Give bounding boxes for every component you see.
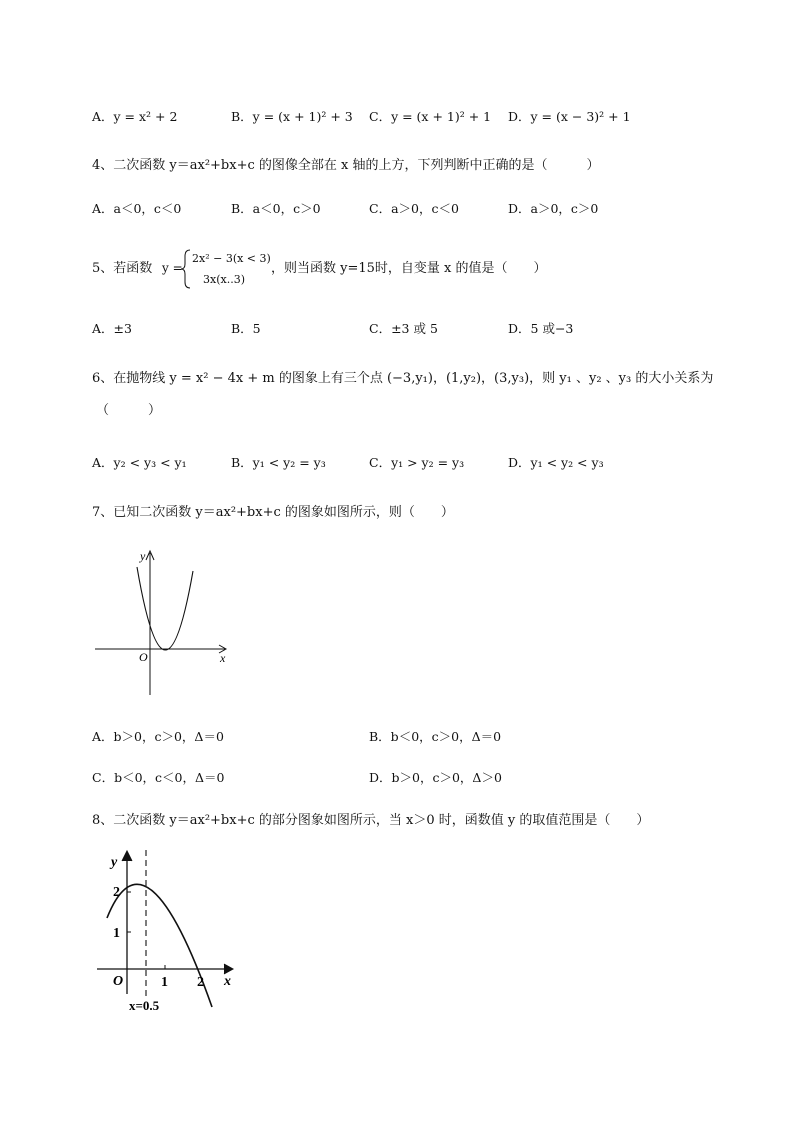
q5-brace xyxy=(180,248,192,290)
q8-parabola-figure xyxy=(93,848,243,1018)
q6-option-c: C．y₁ > y₂ = y₃ xyxy=(369,455,465,470)
q5-stem-before: 5、若函数 xyxy=(92,261,153,276)
q7-stem: 7、已知二次函数 y＝ax²+bx+c 的图象如图所示，则（ ） xyxy=(92,505,454,520)
q6-stem-line-2: （ ） xyxy=(96,403,162,418)
q4-option-a: A．a＜0，c＜0 xyxy=(92,201,182,216)
q7-option-c: C．b＜0，c＜0，Δ＝0 xyxy=(92,770,225,785)
q8-figure-y-label: y xyxy=(111,855,118,870)
q8-tick-y-1: 1 xyxy=(113,926,120,941)
q4-stem: 4、二次函数 y＝ax²+bx+c 的图像全部在 x 轴的上方，下列判断中正确的是（ ） xyxy=(92,158,600,173)
q5-piece-1: 2x² − 3(x < 3) xyxy=(192,252,271,265)
q4-option-b: B．a＜0，c＞0 xyxy=(231,201,321,216)
q8-tick-y-2: 2 xyxy=(113,885,120,900)
q4-option-c: C．a＞0，c＜0 xyxy=(369,201,459,216)
q3-option-a: A．y = x² + 2 xyxy=(92,109,178,124)
q7-option-a: A．b＞0，c＞0，Δ＝0 xyxy=(92,729,224,744)
q5-stem-after: ，则当函数 y=15时，自变量 x 的值是（ ） xyxy=(271,261,547,276)
q8-tick-x-1: 1 xyxy=(161,975,168,990)
q7-option-d: D．b＞0，c＞0，Δ＞0 xyxy=(369,770,502,785)
q6-option-d: D．y₁ < y₂ < y₃ xyxy=(508,455,604,470)
q8-axis-of-symmetry-label: x=0.5 xyxy=(129,998,160,1013)
q7-figure-x-label: x xyxy=(220,651,226,665)
q7-option-b: B．b＜0，c＞0，Δ＝0 xyxy=(369,729,502,744)
q7-figure-origin: O xyxy=(139,650,148,664)
q5-piece-2: 3x(x..3) xyxy=(203,273,245,286)
q6-option-a: A．y₂ < y₃ < y₁ xyxy=(92,455,187,470)
q4-option-d: D．a＞0，c＞0 xyxy=(508,201,599,216)
q5-option-b: B．5 xyxy=(231,321,261,336)
q7-parabola-figure xyxy=(95,545,235,697)
q8-figure-origin: O xyxy=(113,974,124,989)
q3-option-b: B．y = (x + 1)² + 3 xyxy=(231,109,353,124)
q3-option-c: C．y = (x + 1)² + 1 xyxy=(369,109,492,124)
q7-figure-y-label: y xyxy=(140,549,146,563)
q8-stem: 8、二次函数 y＝ax²+bx+c 的部分图象如图所示，当 x＞0 时，函数值 y 的取值范围是（ ） xyxy=(92,813,650,828)
q8-tick-x-2: 2 xyxy=(197,975,204,990)
q5-option-d: D．5 或−3 xyxy=(508,321,574,336)
q5-piecewise-y: y = xyxy=(162,261,183,275)
q6-option-b: B．y₁ < y₂ = y₃ xyxy=(231,455,326,470)
q8-figure-x-label: x xyxy=(224,974,231,989)
q5-option-a: A．±3 xyxy=(92,321,132,336)
q3-option-d: D．y = (x − 3)² + 1 xyxy=(508,109,631,124)
q6-stem-line-1: 6、在抛物线 y = x² − 4x + m 的图象上有三个点 (−3,y₁)，(1,y₂)，(3,y₃)，则 y₁ 、y₂ 、y₃ 的大小关系为 xyxy=(92,371,714,386)
q5-option-c: C．±3 或 5 xyxy=(369,321,438,336)
